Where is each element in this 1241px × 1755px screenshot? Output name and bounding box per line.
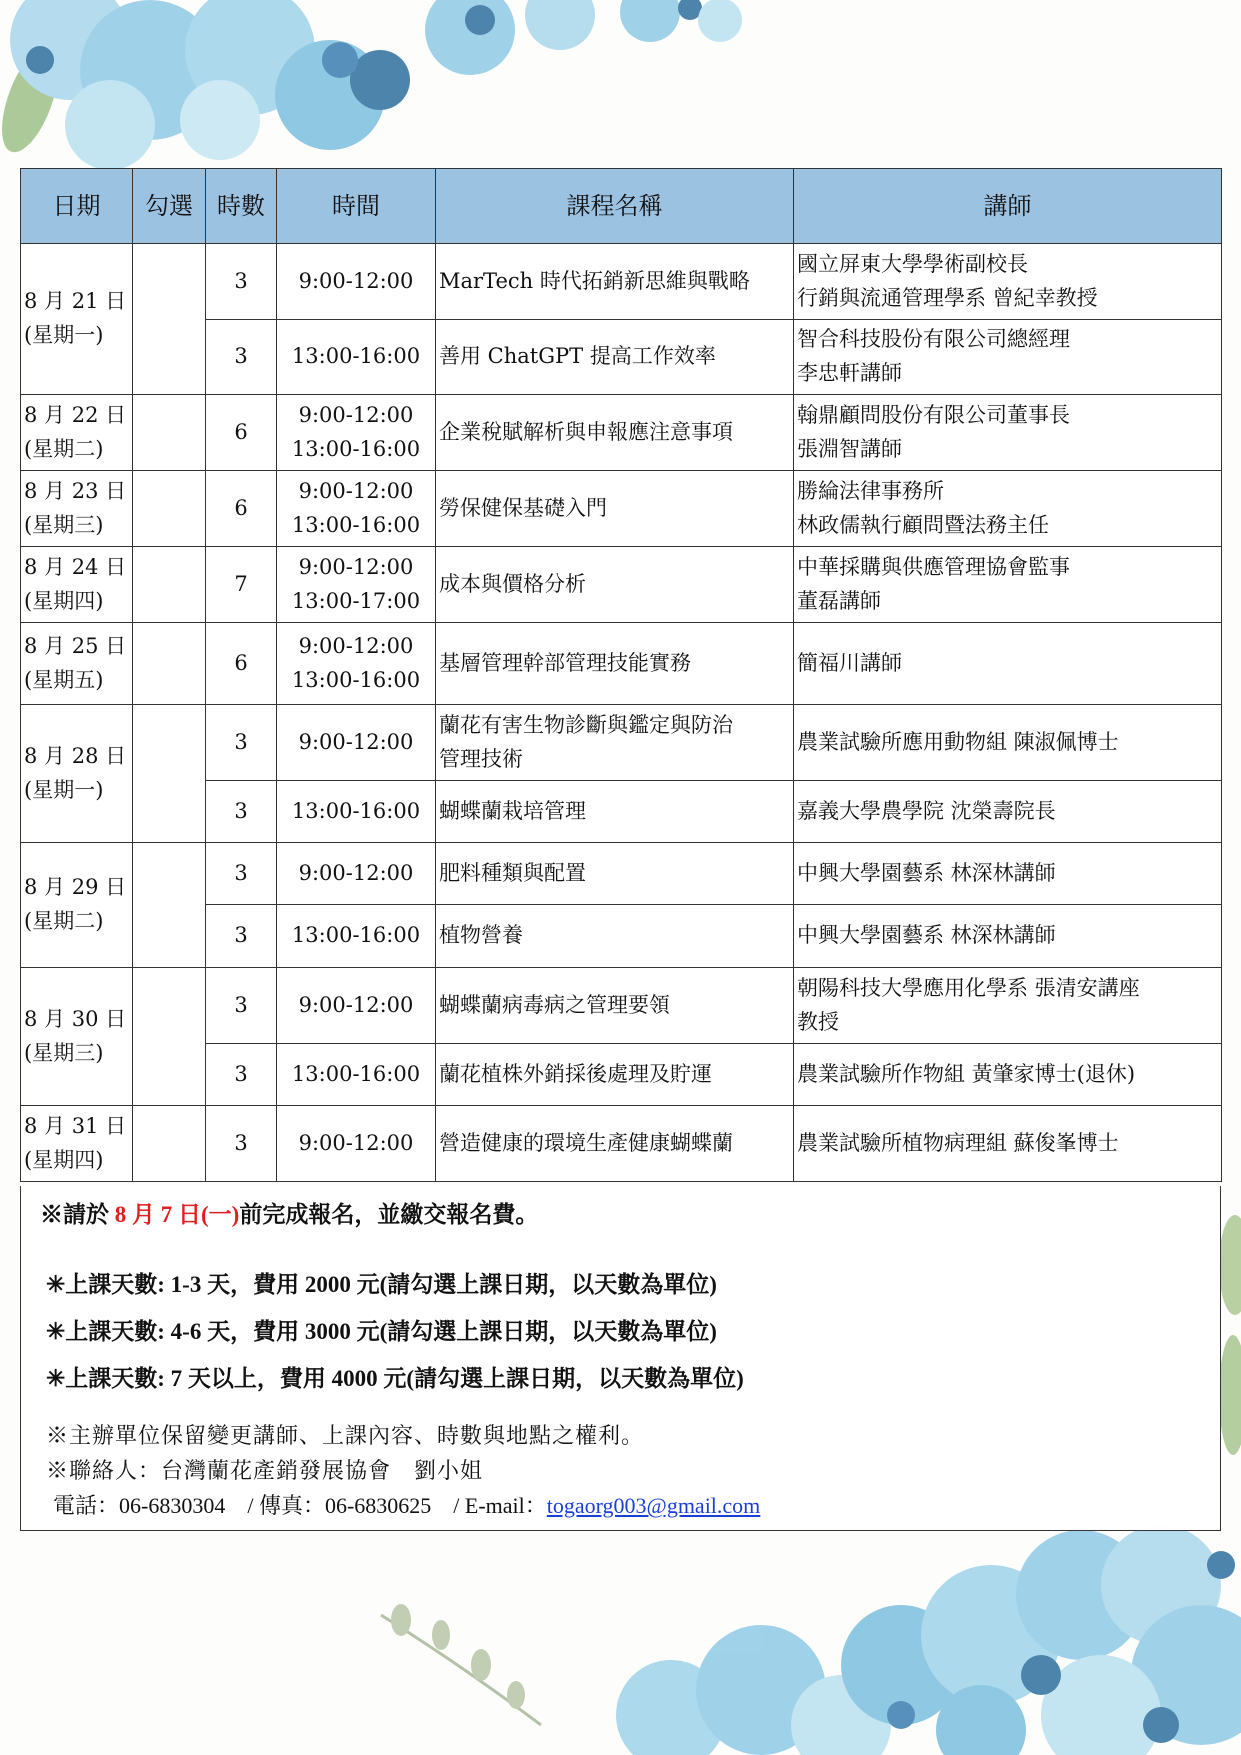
header-date: 日期: [21, 169, 133, 244]
flower-decoration-top: [0, 0, 780, 175]
teacher-cell: 嘉義大學農學院 沈榮壽院長: [794, 781, 1222, 843]
time-cell: 9:00-12:00 13:00-16:00: [277, 471, 436, 547]
course-cell: 善用 ChatGPT 提高工作效率: [436, 320, 794, 395]
check-cell[interactable]: [133, 471, 206, 547]
course-cell: MarTech 時代拓銷新思維與戰略: [436, 244, 794, 320]
course-cell: 肥料種類與配置: [436, 843, 794, 905]
table-row: [21, 623, 1222, 705]
check-cell[interactable]: [133, 547, 206, 623]
table-row: [21, 471, 1222, 547]
fee-line-2: ✳上課天數: 4-6 天，費用 3000 元(請勾選上課日期，以天數為單位): [46, 1319, 717, 1344]
teacher-cell: 國立屏東大學學術副校長 行銷與流通管理學系 曾紀幸教授: [794, 244, 1222, 320]
table-row: [21, 968, 1222, 1044]
registration-deadline: ※請於 8 月 7 日(一)前完成報名，並繳交報名費。: [40, 1202, 539, 1227]
check-cell[interactable]: [133, 968, 206, 1106]
date-cell: 8 月 25 日 (星期五): [21, 623, 133, 705]
time-cell: 9:00-12:00 13:00-16:00: [277, 395, 436, 471]
check-cell[interactable]: [133, 623, 206, 705]
table-row: [21, 547, 1222, 623]
header-teacher: 講師: [794, 169, 1222, 244]
time-cell: 9:00-12:00: [277, 1106, 436, 1182]
date-cell: 8 月 30 日 (星期三): [21, 968, 133, 1106]
hours-cell: 3: [206, 705, 277, 781]
check-cell[interactable]: [133, 843, 206, 968]
hours-cell: 6: [206, 623, 277, 705]
course-cell: 蝴蝶蘭栽培管理: [436, 781, 794, 843]
hours-cell: 3: [206, 781, 277, 843]
teacher-cell: 簡福川講師: [794, 623, 1222, 705]
date-cell: 8 月 28 日 (星期一): [21, 705, 133, 843]
date-cell: 8 月 24 日 (星期四): [21, 547, 133, 623]
teacher-cell: 農業試驗所應用動物組 陳淑佩博士: [794, 705, 1222, 781]
fee-line-1: ✳上課天數: 1-3 天，費用 2000 元(請勾選上課日期，以天數為單位): [46, 1272, 717, 1297]
time-cell: 9:00-12:00: [277, 705, 436, 781]
check-cell[interactable]: [133, 705, 206, 843]
email-link[interactable]: togaorg003@gmail.com: [546, 1493, 761, 1518]
teacher-cell: 農業試驗所作物組 黃肇家博士(退休): [794, 1044, 1222, 1106]
organizer-note: ※主辦單位保留變更講師、上課內容、時數與地點之權利。: [46, 1423, 645, 1448]
header-time: 時間: [277, 169, 436, 244]
hours-cell: 3: [206, 1106, 277, 1182]
course-cell: 勞保健保基礎入門: [436, 471, 794, 547]
time-cell: 9:00-12:00: [277, 843, 436, 905]
contact-line: 電話：06-6830304 / 傳真：06-6830625 / E-mail：togaorg003@gmail.com: [53, 1493, 761, 1518]
hours-cell: 3: [206, 905, 277, 968]
date-cell: 8 月 29 日 (星期二): [21, 843, 133, 968]
course-cell: 營造健康的環境生產健康蝴蝶蘭: [436, 1106, 794, 1182]
check-cell[interactable]: [133, 244, 206, 395]
course-cell: 蝴蝶蘭病毒病之管理要領: [436, 968, 794, 1044]
table-header-row: [21, 169, 1222, 244]
date-cell: 8 月 31 日 (星期四): [21, 1106, 133, 1182]
date-cell: 8 月 22 日 (星期二): [21, 395, 133, 471]
table-row: [21, 843, 1222, 905]
fee-line-3: ✳上課天數: 7 天以上，費用 4000 元(請勾選上課日期，以天數為單位): [46, 1366, 744, 1391]
check-cell[interactable]: [133, 1106, 206, 1182]
header-hours: 時數: [206, 169, 277, 244]
teacher-cell: 中華採購與供應管理協會監事 董磊講師: [794, 547, 1222, 623]
course-cell: 蘭花植株外銷採後處理及貯運: [436, 1044, 794, 1106]
hours-cell: 6: [206, 471, 277, 547]
table-row: [21, 1106, 1222, 1182]
time-cell: 13:00-16:00: [277, 320, 436, 395]
teacher-cell: 中興大學園藝系 林深林講師: [794, 905, 1222, 968]
hours-cell: 3: [206, 968, 277, 1044]
time-cell: 13:00-16:00: [277, 781, 436, 843]
time-cell: 9:00-12:00 13:00-17:00: [277, 547, 436, 623]
table-row: [21, 395, 1222, 471]
course-cell: 蘭花有害生物診斷與鑑定與防治 管理技術: [436, 705, 794, 781]
teacher-cell: 翰鼎顧問股份有限公司董事長 張淵智講師: [794, 395, 1222, 471]
time-cell: 13:00-16:00: [277, 905, 436, 968]
registration-date: 8 月 7 日(一): [114, 1202, 240, 1227]
contact-person: ※聯絡人：台灣蘭花產銷發展協會 劉小姐: [46, 1458, 484, 1483]
header-course: 課程名稱: [436, 169, 794, 244]
hours-cell: 3: [206, 320, 277, 395]
table-row: [21, 244, 1222, 320]
header-check: 勾選: [133, 169, 206, 244]
teacher-cell: 中興大學園藝系 林深林講師: [794, 843, 1222, 905]
teacher-cell: 勝綸法律事務所 林政儒執行顧問暨法務主任: [794, 471, 1222, 547]
course-cell: 企業稅賦解析與申報應注意事項: [436, 395, 794, 471]
notes-section: [20, 1186, 1221, 1531]
hours-cell: 3: [206, 1044, 277, 1106]
date-cell: 8 月 23 日 (星期三): [21, 471, 133, 547]
course-schedule-table: [20, 168, 1222, 1182]
teacher-cell: 農業試驗所植物病理組 蘇俊峯博士: [794, 1106, 1222, 1182]
course-cell: 植物營養: [436, 905, 794, 968]
course-cell: 成本與價格分析: [436, 547, 794, 623]
hours-cell: 3: [206, 244, 277, 320]
time-cell: 9:00-12:00: [277, 244, 436, 320]
course-cell: 基層管理幹部管理技能實務: [436, 623, 794, 705]
table-row: [21, 705, 1222, 781]
hours-cell: 7: [206, 547, 277, 623]
hours-cell: 6: [206, 395, 277, 471]
teacher-cell: 朝陽科技大學應用化學系 張清安講座 教授: [794, 968, 1222, 1044]
date-cell: 8 月 21 日 (星期一): [21, 244, 133, 395]
hours-cell: 3: [206, 843, 277, 905]
check-cell[interactable]: [133, 395, 206, 471]
time-cell: 9:00-12:00 13:00-16:00: [277, 623, 436, 705]
time-cell: 9:00-12:00: [277, 968, 436, 1044]
time-cell: 13:00-16:00: [277, 1044, 436, 1106]
teacher-cell: 智合科技股份有限公司總經理 李忠軒講師: [794, 320, 1222, 395]
flower-decoration-bottom: [341, 1525, 1241, 1755]
